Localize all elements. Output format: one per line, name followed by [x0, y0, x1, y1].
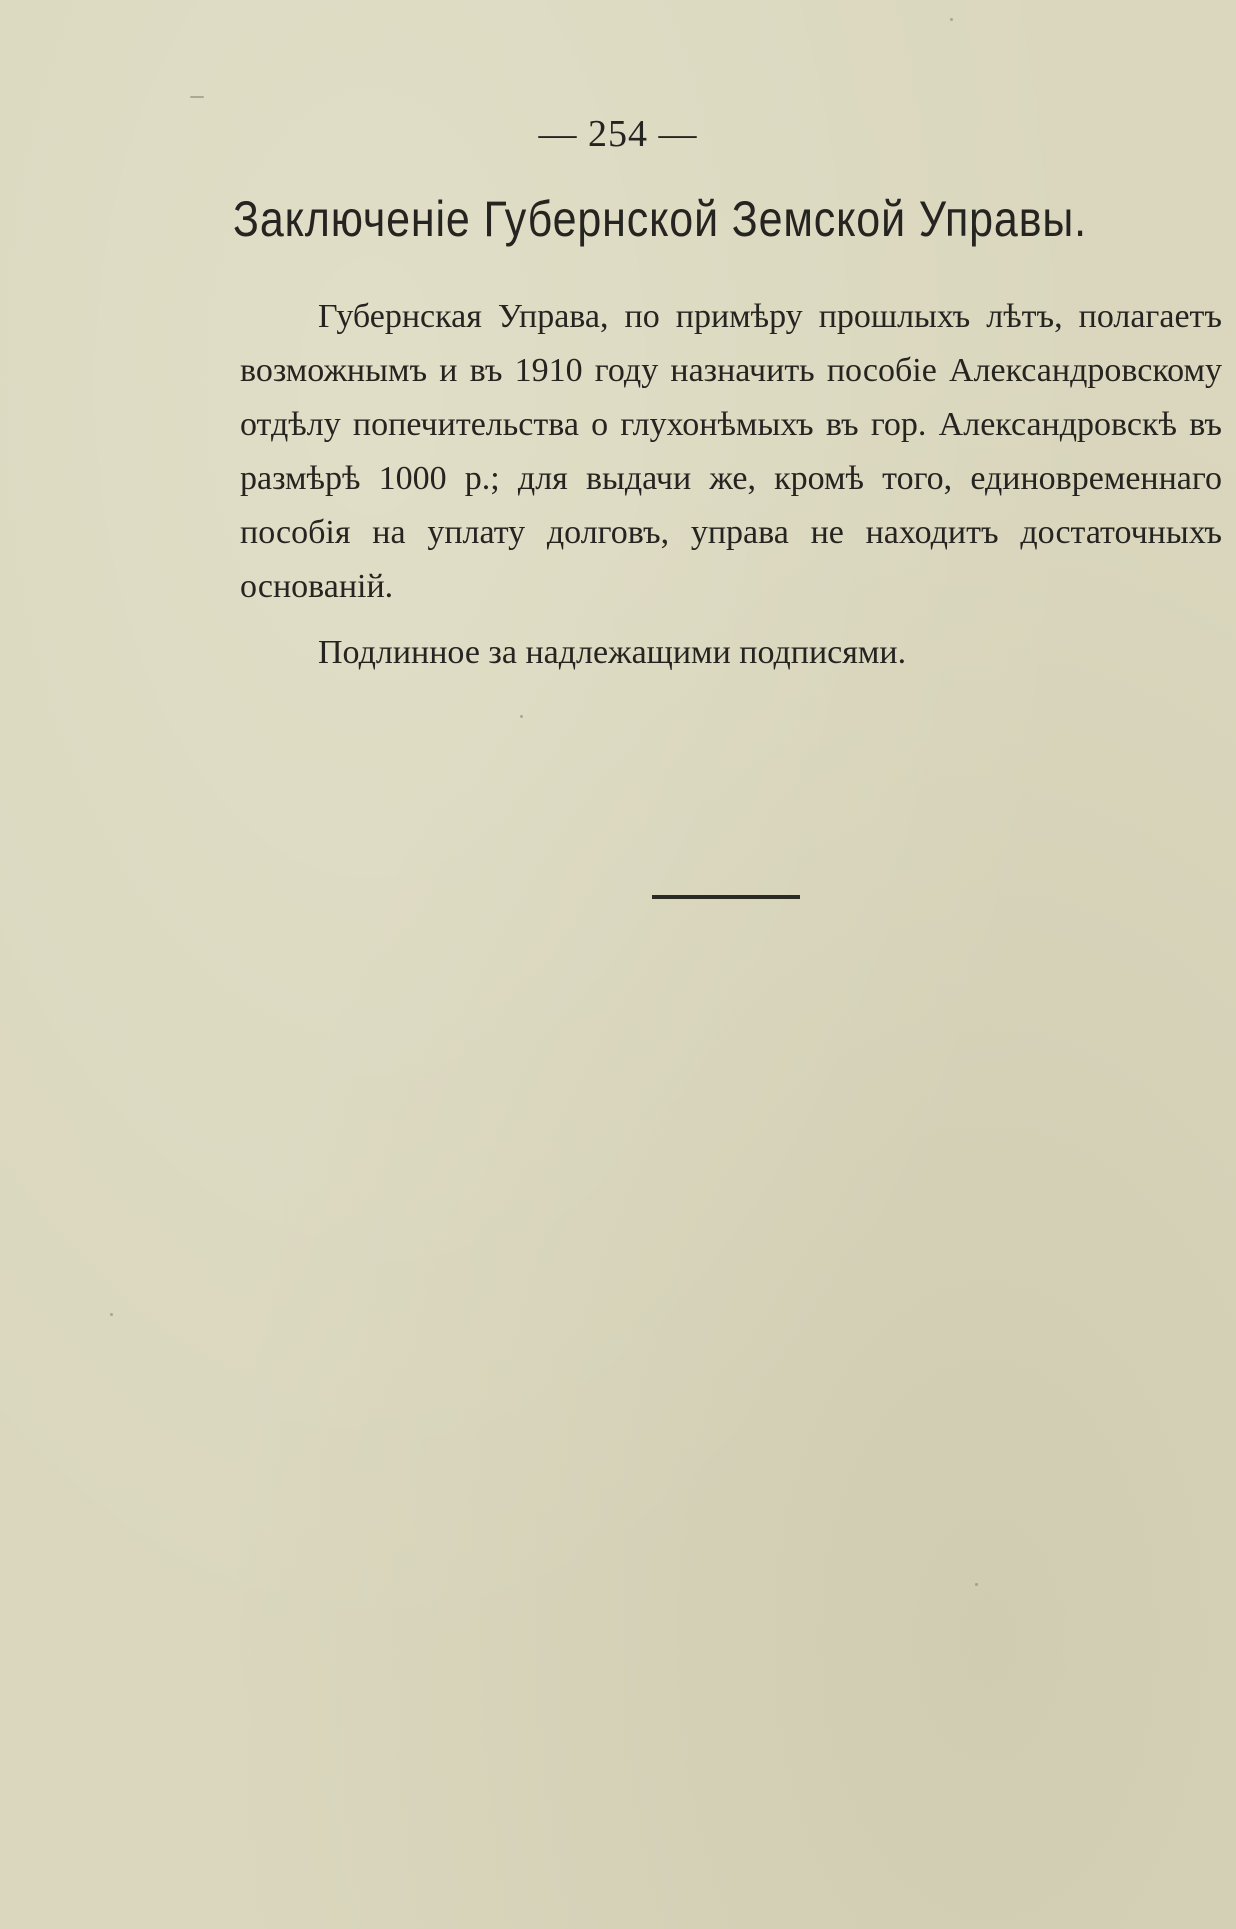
body-paragraph: Губернская Управа, по примѣру прошлыхъ лѣтъ, полагаетъ возможнымъ и въ 1910 году назначить пособіе Александровскому отдѣлу попечительства о глухонѣмыхъ въ гор. Александровскѣ въ размѣрѣ 1000 р.; для выдачи же, кромѣ того, единовременнаго пособія на уплату долговъ, управа не находитъ достаточныхъ основаній. [240, 298, 1222, 605]
paper-speck [110, 1313, 113, 1316]
page-number: — 254 — [538, 113, 698, 155]
paper-speck [190, 96, 204, 98]
paper-speck [950, 18, 953, 21]
end-rule [652, 895, 800, 899]
paper-speck [520, 715, 523, 718]
signature-line: Подлинное за надлежащими подписями. [318, 634, 907, 671]
paper-speck [975, 1583, 978, 1586]
section-heading: Заключеніе Губернской Земской Управы. [232, 191, 1087, 247]
